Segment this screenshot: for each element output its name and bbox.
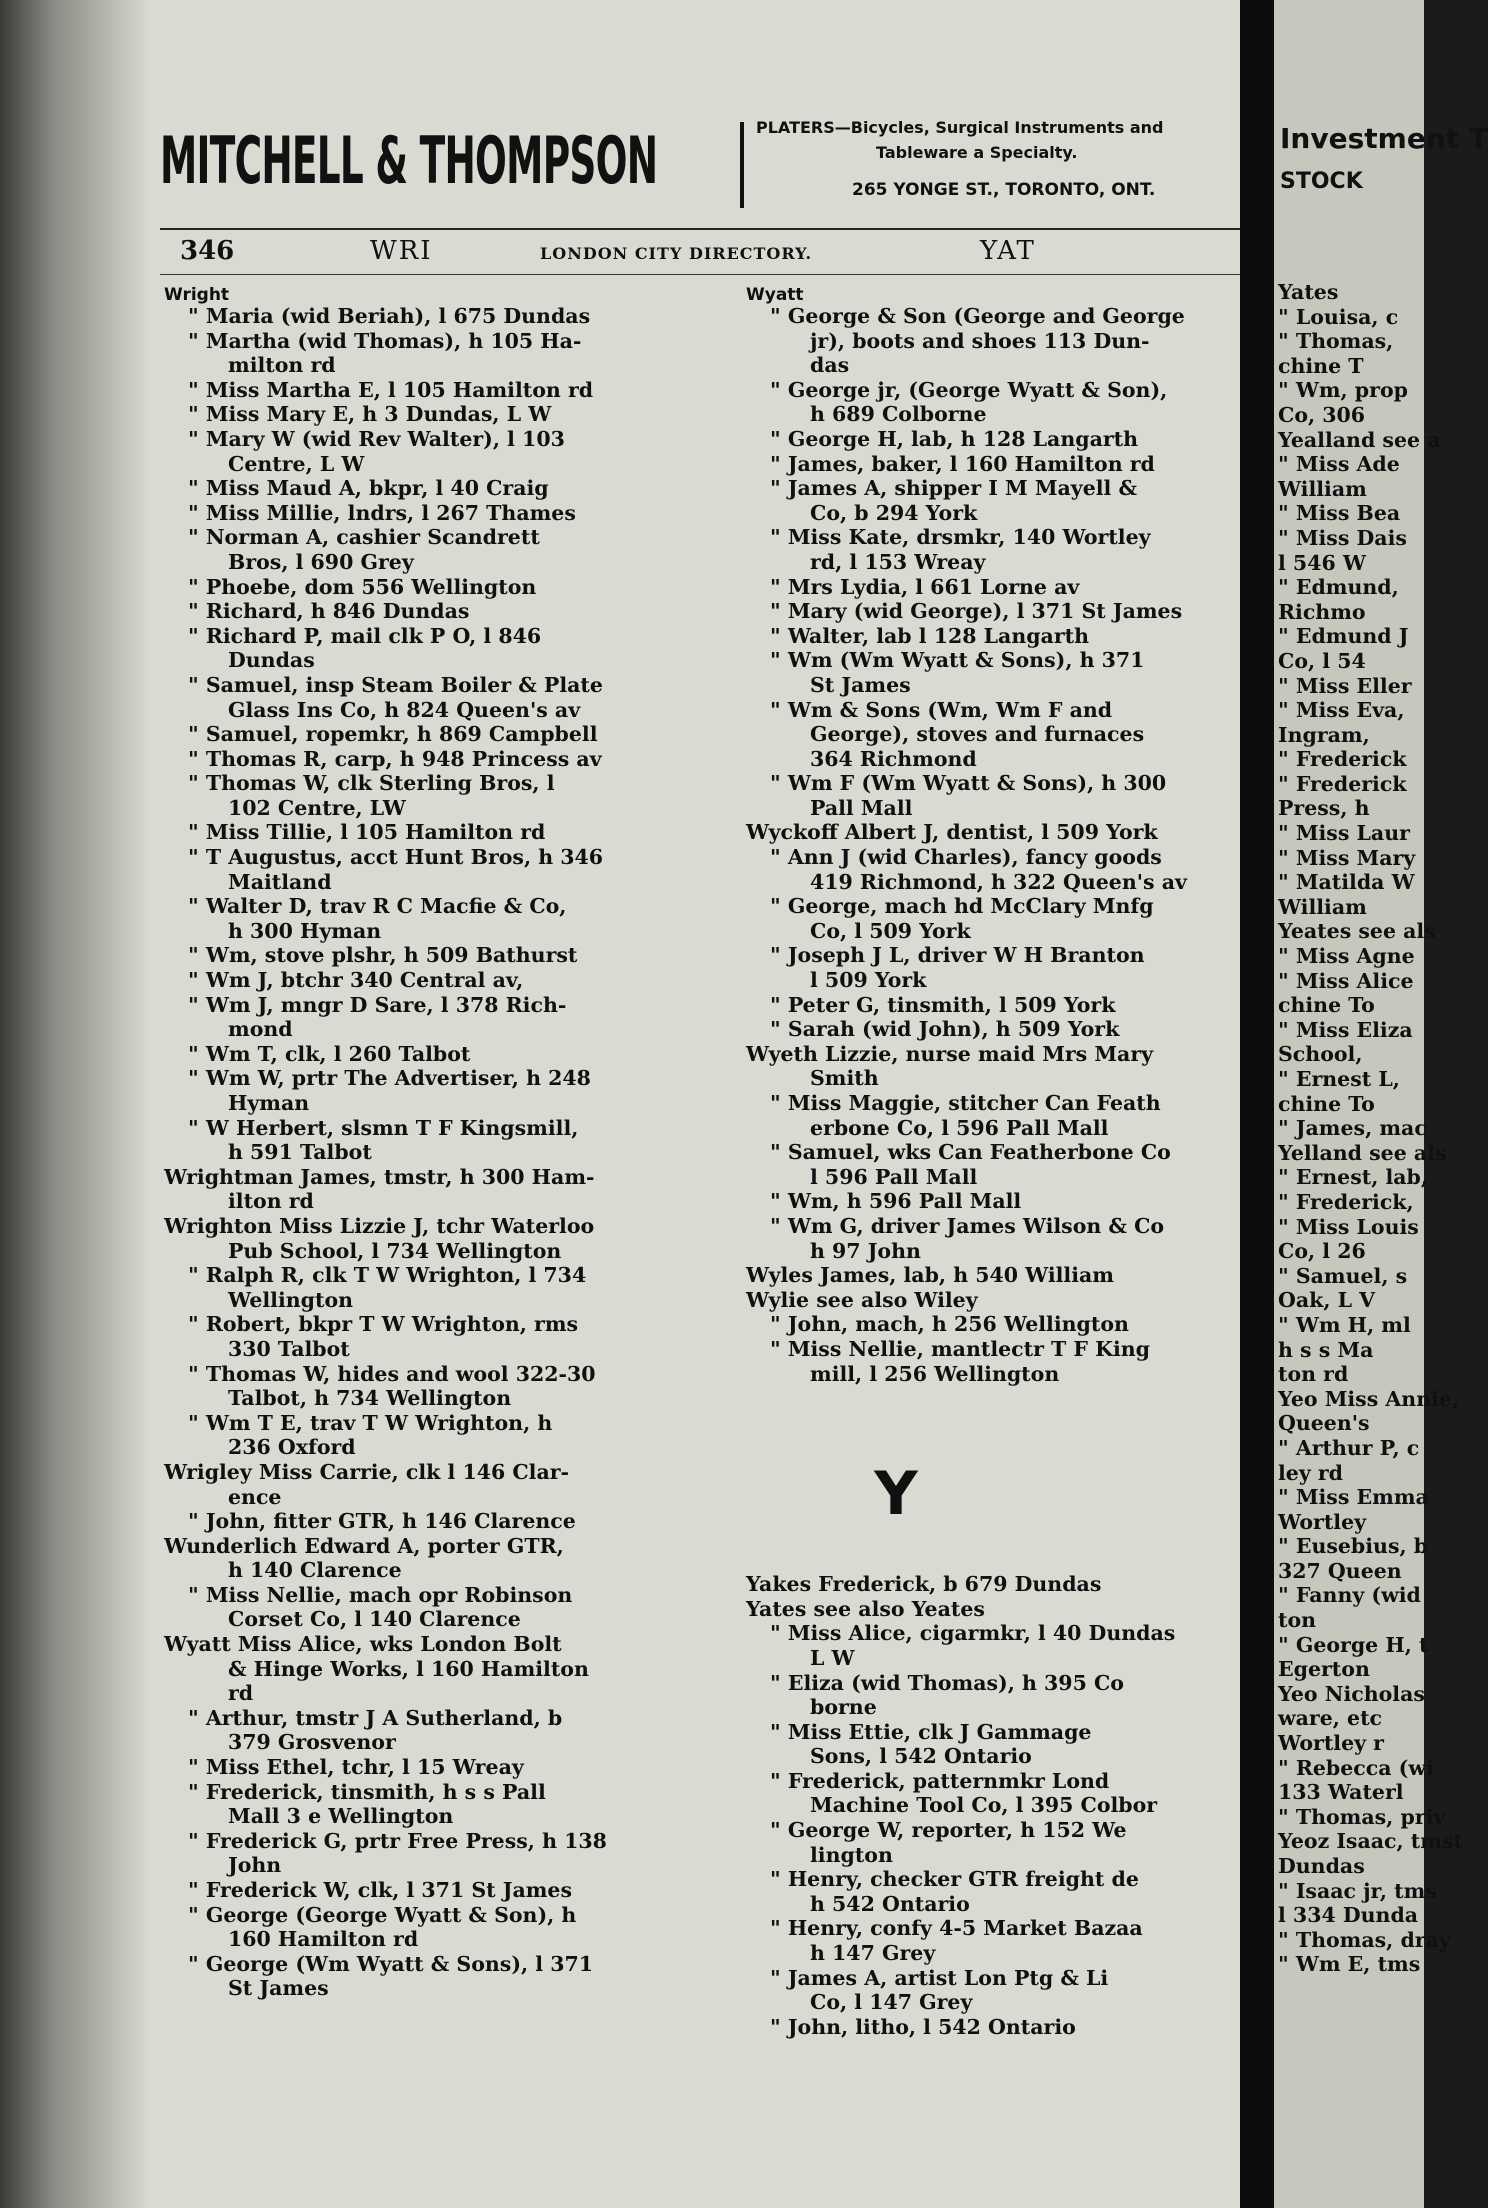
adjacent-entry-fragment: l 546 W bbox=[1278, 550, 1366, 575]
directory-entry: " Wm J, btchr 340 Central av, bbox=[188, 968, 524, 993]
adjacent-entry-fragment: " Ernest L, bbox=[1278, 1067, 1400, 1091]
directory-entry-head: Wunderlich Edward A, porter GTR, bbox=[164, 1533, 564, 1558]
directory-entry-continuation: Bros, l 690 Grey bbox=[228, 549, 414, 574]
directory-entry-continuation: Pall Mall bbox=[810, 795, 913, 820]
adjacent-entry-fragment: " Miss Eliza bbox=[1278, 1017, 1413, 1042]
adjacent-entry-fragment: Co, l 26 bbox=[1278, 1239, 1366, 1264]
directory-entry: " Miss Ethel, tchr, l 15 Wreay bbox=[188, 1755, 524, 1780]
directory-entry: " Samuel, wks Can Featherbone Co bbox=[770, 1140, 1171, 1165]
directory-entry: " Wm W, prtr The Advertiser, h 248 bbox=[188, 1066, 591, 1091]
directory-entry: " Ann J (wid Charles), fancy goods bbox=[770, 845, 1162, 870]
directory-entry: " Miss Maggie, stitcher Can Feath bbox=[770, 1091, 1161, 1115]
directory-entry: " Wm, h 596 Pall Mall bbox=[770, 1189, 1022, 1214]
adjacent-entry-fragment: " Wm E, tms bbox=[1278, 1952, 1421, 1977]
adjacent-entry-fragment: Co, l 54 bbox=[1278, 648, 1366, 673]
directory-entry-continuation: Smith bbox=[810, 1066, 879, 1091]
adjacent-entry-fragment: Egerton bbox=[1278, 1657, 1370, 1682]
adjacent-entry-fragment: " Frederick bbox=[1278, 771, 1407, 796]
directory-entry: " Miss Ettie, clk J Gammage bbox=[770, 1719, 1092, 1744]
directory-entry: " Ralph R, clk T W Wrighton, l 734 bbox=[188, 1263, 587, 1288]
directory-entry-head: Yakes Frederick, b 679 Dundas bbox=[746, 1572, 1102, 1597]
directory-entry-continuation: das bbox=[810, 353, 850, 378]
directory-entry-continuation: 419 Richmond, h 322 Queen's av bbox=[810, 869, 1187, 894]
directory-entry-continuation: mill, l 256 Wellington bbox=[810, 1361, 1060, 1386]
directory-entry: " Miss Millie, lndrs, l 267 Thames bbox=[188, 500, 576, 525]
banner-ad-text bbox=[756, 118, 1240, 200]
adjacent-entry-fragment: h s s Ma bbox=[1278, 1337, 1374, 1362]
directory-entry-continuation: 102 Centre, LW bbox=[228, 795, 406, 820]
directory-entry: " Miss Mary E, h 3 Dundas, L W bbox=[188, 402, 552, 427]
directory-entry: " Phoebe, dom 556 Wellington bbox=[188, 574, 537, 599]
directory-entry-continuation: milton rd bbox=[228, 353, 336, 378]
adjacent-page-column bbox=[1274, 280, 1463, 1977]
adjacent-entry-fragment: Yeates see als bbox=[1278, 919, 1436, 944]
banner-divider bbox=[740, 122, 744, 208]
directory-entry-continuation: rd bbox=[228, 1681, 254, 1706]
directory-entry-continuation: ilton rd bbox=[228, 1189, 314, 1214]
directory-entry: " Thomas R, carp, h 948 Princess av bbox=[188, 746, 602, 771]
adjacent-entry-fragment: School, bbox=[1278, 1042, 1363, 1067]
directory-entry: " Mary W (wid Rev Walter), l 103 bbox=[188, 426, 565, 451]
directory-entry-continuation: L W bbox=[810, 1645, 855, 1670]
adjacent-entry-fragment: " Miss Bea bbox=[1278, 501, 1401, 526]
directory-entry: " James A, shipper I M Mayell & bbox=[770, 476, 1137, 501]
directory-entry: " Wm T E, trav T W Wrighton, h bbox=[188, 1410, 553, 1435]
adjacent-entry-fragment: Yelland see als bbox=[1278, 1140, 1447, 1165]
adjacent-entry-fragment: " Miss Dais bbox=[1278, 525, 1407, 550]
adjacent-entry-fragment: ton rd bbox=[1278, 1362, 1349, 1387]
directory-entry-continuation: h 591 Talbot bbox=[228, 1140, 372, 1165]
running-head bbox=[180, 232, 1240, 272]
adjacent-entry-fragment: Co, 306 bbox=[1278, 402, 1366, 427]
directory-entry: " Frederick G, prtr Free Press, h 138 bbox=[188, 1828, 607, 1853]
directory-entry-continuation: erbone Co, l 596 Pall Mall bbox=[810, 1115, 1109, 1140]
adjacent-entry-fragment: 133 Waterl bbox=[1278, 1780, 1404, 1805]
adjacent-entry-fragment: Dundas bbox=[1278, 1854, 1365, 1878]
directory-entry-continuation: 236 Oxford bbox=[228, 1435, 356, 1460]
adjacent-entry-fragment: chine To bbox=[1278, 1091, 1375, 1116]
adjacent-entry-fragment: Yealland see a bbox=[1278, 427, 1441, 452]
directory-entry: " John, litho, l 542 Ontario bbox=[770, 2014, 1076, 2039]
ad-line-1: PLATERS—Bicycles, Surgical Instruments and bbox=[756, 118, 1164, 137]
directory-entry: " Wm G, driver James Wilson & Co bbox=[770, 1213, 1165, 1238]
directory-entry-head: Wrightman James, tmstr, h 300 Ham- bbox=[164, 1164, 595, 1189]
directory-entry-continuation: borne bbox=[810, 1695, 877, 1720]
directory-entry-continuation: George), stoves and furnaces bbox=[810, 722, 1145, 747]
directory-entry-continuation: Wellington bbox=[228, 1287, 354, 1312]
directory-title: LONDON CITY DIRECTORY. bbox=[540, 244, 813, 263]
directory-entry-continuation: Corset Co, l 140 Clarence bbox=[228, 1607, 521, 1632]
directory-entry: " George jr, (George Wyatt & Son), bbox=[770, 377, 1168, 402]
adjacent-entry-fragment: " Miss Agne bbox=[1278, 944, 1415, 969]
directory-entry-continuation: l 509 York bbox=[810, 968, 927, 993]
directory-entry: " John, mach, h 256 Wellington bbox=[770, 1312, 1129, 1337]
directory-entry-continuation: St James bbox=[228, 1976, 329, 2001]
adjacent-entry-fragment: Yeo Miss Annie, bbox=[1278, 1386, 1460, 1411]
directory-entry: " Mary (wid George), l 371 St James bbox=[770, 599, 1183, 624]
directory-entry: " Wm F (Wm Wyatt & Sons), h 300 bbox=[770, 771, 1167, 796]
directory-entry-continuation: mond bbox=[228, 1017, 293, 1042]
adjacent-entry-fragment: " Eusebius, b bbox=[1278, 1534, 1429, 1559]
adjacent-entry-fragment: " Matilda W bbox=[1278, 870, 1415, 895]
directory-entry: " Wm (Wm Wyatt & Sons), h 371 bbox=[770, 648, 1145, 673]
directory-entry-continuation: h 97 John bbox=[810, 1238, 921, 1263]
adjacent-entry-fragment: Ingram, bbox=[1278, 722, 1370, 747]
directory-entry: " Norman A, cashier Scandrett bbox=[188, 525, 540, 550]
adjacent-page-header bbox=[1280, 122, 1488, 194]
adjacent-entry-fragment: chine T bbox=[1278, 353, 1364, 378]
adjacent-entry-fragment: l 334 Dunda bbox=[1278, 1903, 1419, 1928]
adjacent-entry-fragment: Press, h bbox=[1278, 796, 1370, 821]
adjacent-entry-fragment: William bbox=[1278, 894, 1367, 919]
directory-entry-continuation: John bbox=[228, 1853, 282, 1878]
adjacent-entry-fragment: " Miss Emma bbox=[1278, 1485, 1429, 1510]
directory-entry: " George W, reporter, h 152 We bbox=[770, 1818, 1127, 1843]
directory-entry: " Walter D, trav R C Macfie & Co, bbox=[188, 894, 567, 919]
running-head-right-word: YAT bbox=[980, 236, 1036, 266]
ad-line-2: Tableware a Specialty. bbox=[876, 143, 1078, 162]
directory-entry-continuation: jr), boots and shoes 113 Dun- bbox=[810, 328, 1150, 353]
adjacent-entry-fragment: " James, mac bbox=[1278, 1116, 1427, 1141]
adjacent-page-fragment bbox=[1274, 0, 1488, 2208]
directory-entry: " Wm T, clk, l 260 Talbot bbox=[188, 1041, 471, 1066]
directory-entry: " Wm J, mngr D Sare, l 378 Rich- bbox=[188, 992, 567, 1017]
directory-entry-head: Wyckoff Albert J, dentist, l 509 York bbox=[746, 820, 1158, 845]
advertisement-banner bbox=[160, 112, 1240, 212]
directory-entry-continuation: h 689 Colborne bbox=[810, 402, 987, 427]
adjacent-entry-fragment: Oak, L V bbox=[1278, 1288, 1376, 1313]
directory-entry: " Sarah (wid John), h 509 York bbox=[770, 1017, 1120, 1042]
directory-entry: " Arthur, tmstr J A Sutherland, b bbox=[188, 1705, 563, 1730]
firm-name: MITCHELL & THOMPSON bbox=[160, 124, 658, 199]
adjacent-entry-fragment: ton bbox=[1278, 1608, 1317, 1633]
running-head-left-word: WRI bbox=[370, 236, 433, 266]
adjacent-entry-fragment: " Thomas, dray bbox=[1278, 1927, 1451, 1952]
directory-entry-continuation: Talbot, h 734 Wellington bbox=[228, 1386, 512, 1411]
directory-entry: " Miss Nellie, mach opr Robinson bbox=[188, 1582, 573, 1607]
adjacent-entry-fragment: " Miss Alice bbox=[1278, 968, 1414, 993]
adjacent-entry-fragment: 327 Queen bbox=[1278, 1558, 1402, 1583]
adjacent-entry-fragment: Yeo Nicholas bbox=[1278, 1681, 1425, 1706]
middle-column-y-entries bbox=[746, 1572, 1240, 2039]
adjacent-entry-fragment: " Thomas, priv bbox=[1278, 1804, 1446, 1829]
directory-entry-continuation: ence bbox=[228, 1484, 282, 1509]
directory-entry: " George (George Wyatt & Son), h bbox=[188, 1902, 577, 1927]
adjacent-entry-fragment: Yates bbox=[1278, 280, 1339, 304]
directory-entry-head: Wyles James, lab, h 540 William bbox=[746, 1263, 1114, 1288]
directory-entry: " John, fitter GTR, h 146 Clarence bbox=[188, 1509, 576, 1534]
directory-entry: " Thomas W, clk Sterling Bros, l bbox=[188, 771, 555, 796]
directory-entry-continuation: h 140 Clarence bbox=[228, 1558, 402, 1583]
adjacent-entry-fragment: " George H, t bbox=[1278, 1632, 1429, 1657]
ad-line-3: 265 YONGE ST., TORONTO, ONT. bbox=[852, 180, 1156, 200]
adjacent-entry-fragment: " Frederick, bbox=[1278, 1189, 1414, 1214]
directory-entry: " James, baker, l 160 Hamilton rd bbox=[770, 451, 1155, 476]
directory-entry: " Richard P, mail clk P O, l 846 bbox=[188, 623, 542, 648]
directory-entry-continuation: h 300 Hyman bbox=[228, 918, 382, 943]
directory-entry-continuation: h 542 Ontario bbox=[810, 1891, 970, 1916]
directory-entry: " Miss Alice, cigarmkr, l 40 Dundas bbox=[770, 1621, 1176, 1646]
directory-entry-continuation: & Hinge Works, l 160 Hamilton bbox=[228, 1656, 589, 1681]
directory-entry: " Maria (wid Beriah), l 675 Dundas bbox=[188, 304, 591, 328]
section-heading: Wyatt bbox=[746, 285, 804, 305]
directory-entry-continuation: Co, l 509 York bbox=[810, 918, 971, 943]
directory-entry: " Peter G, tinsmith, l 509 York bbox=[770, 992, 1116, 1017]
directory-entry-continuation: Hyman bbox=[228, 1091, 310, 1115]
adjacent-entry-fragment: " Ernest, lab, bbox=[1278, 1165, 1429, 1190]
directory-entry-continuation: 160 Hamilton rd bbox=[228, 1927, 419, 1952]
directory-entry: " George H, lab, h 128 Langarth bbox=[770, 426, 1139, 451]
directory-entry: " Mrs Lydia, l 661 Lorne av bbox=[770, 574, 1080, 599]
adjacent-entry-fragment: " Miss Laur bbox=[1278, 821, 1410, 846]
adjacent-entry-fragment: " Louisa, c bbox=[1278, 304, 1399, 329]
directory-entry-continuation: h 147 Grey bbox=[810, 1941, 936, 1966]
directory-entry: " Richard, h 846 Dundas bbox=[188, 599, 470, 624]
directory-entry: " Henry, confy 4-5 Market Bazaa bbox=[770, 1916, 1143, 1941]
directory-entry: " Miss Martha E, l 105 Hamilton rd bbox=[188, 377, 594, 402]
book-gutter bbox=[1240, 0, 1274, 2208]
directory-entry: " Wm, stove plshr, h 509 Bathurst bbox=[188, 943, 578, 968]
adjacent-entry-fragment: " Miss Eva, bbox=[1278, 698, 1405, 723]
directory-entry-head: Wylie see also Wiley bbox=[746, 1287, 978, 1312]
directory-entry-continuation: rd, l 153 Wreay bbox=[810, 549, 986, 574]
directory-entry-continuation: Dundas bbox=[228, 648, 315, 673]
directory-entry: " George (Wm Wyatt & Sons), l 371 bbox=[188, 1951, 594, 1976]
directory-entry-continuation: Maitland bbox=[228, 869, 332, 894]
adjacent-entry-fragment: " Edmund, bbox=[1278, 575, 1399, 600]
adjacent-entry-fragment: " Fanny (wid bbox=[1278, 1583, 1421, 1608]
adjacent-header-line-1: Investment T bbox=[1280, 122, 1488, 155]
adjacent-entry-fragment: " Arthur P, c bbox=[1278, 1435, 1420, 1460]
middle-column bbox=[746, 286, 1240, 2039]
adjacent-entry-fragment: " Miss Louis bbox=[1278, 1214, 1419, 1239]
adjacent-entry-fragment: " Isaac jr, tms bbox=[1278, 1878, 1437, 1903]
directory-entry: " W Herbert, slsmn T F Kingsmill, bbox=[188, 1115, 579, 1140]
directory-entry-head: Wrigley Miss Carrie, clk l 146 Clar- bbox=[164, 1459, 570, 1484]
directory-entry-head: Yates see also Yeates bbox=[746, 1596, 985, 1621]
adjacent-entry-fragment: " Frederick bbox=[1278, 747, 1407, 772]
adjacent-entry-fragment: chine To bbox=[1278, 993, 1375, 1018]
adjacent-entry-fragment: " Edmund J bbox=[1278, 624, 1409, 649]
directory-entry-continuation: Co, b 294 York bbox=[810, 500, 978, 525]
directory-entry: " Joseph J L, driver W H Branton bbox=[770, 943, 1145, 968]
directory-entry-head: Wyatt Miss Alice, wks London Bolt bbox=[164, 1632, 562, 1657]
adjacent-entry-fragment: Wortley bbox=[1278, 1509, 1367, 1534]
directory-entry: " Frederick, patternmkr Lond bbox=[770, 1768, 1110, 1793]
directory-entry: " Thomas W, hides and wool 322-30 bbox=[188, 1361, 596, 1386]
adjacent-entry-fragment: William bbox=[1278, 476, 1367, 501]
adjacent-entry-fragment: " Wm, prop bbox=[1278, 378, 1408, 403]
directory-entry-continuation: Glass Ins Co, h 824 Queen's av bbox=[228, 697, 581, 722]
adjacent-entry-fragment: Richmo bbox=[1278, 599, 1366, 624]
directory-entry: " Walter, lab l 128 Langarth bbox=[770, 623, 1090, 648]
directory-entry-continuation: Mall 3 e Wellington bbox=[228, 1804, 454, 1829]
directory-entry: " Miss Nellie, mantlectr T F King bbox=[770, 1336, 1150, 1361]
directory-entry: " James A, artist Lon Ptg & Li bbox=[770, 1965, 1109, 1990]
left-column bbox=[164, 286, 722, 2001]
directory-entry-continuation: 364 Richmond bbox=[810, 746, 977, 771]
directory-entry: " Eliza (wid Thomas), h 395 Co bbox=[770, 1670, 1124, 1695]
directory-entry-continuation: Sons, l 542 Ontario bbox=[810, 1744, 1032, 1769]
section-letter: Y bbox=[874, 1459, 918, 1530]
adjacent-entry-fragment: ware, etc bbox=[1278, 1706, 1383, 1731]
directory-entry: " Samuel, insp Steam Boiler & Plate bbox=[188, 672, 603, 697]
directory-entry: " George, mach hd McClary Mnfg bbox=[770, 894, 1154, 919]
directory-entry-head: Wyeth Lizzie, nurse maid Mrs Mary bbox=[746, 1041, 1154, 1066]
adjacent-entry-fragment: ley rd bbox=[1278, 1460, 1344, 1485]
directory-entry-continuation: lington bbox=[810, 1842, 893, 1867]
page-edge-shadow bbox=[0, 0, 150, 2208]
directory-entry-continuation: Pub School, l 734 Wellington bbox=[228, 1238, 562, 1263]
directory-entry-head: Wrighton Miss Lizzie J, tchr Waterloo bbox=[164, 1213, 595, 1238]
directory-entry-continuation: 330 Talbot bbox=[228, 1336, 350, 1361]
directory-entry: " Frederick W, clk, l 371 St James bbox=[188, 1878, 573, 1902]
directory-entry: " Miss Tillie, l 105 Hamilton rd bbox=[188, 820, 546, 845]
directory-entry-continuation: St James bbox=[810, 672, 911, 697]
directory-entry: " Martha (wid Thomas), h 105 Ha- bbox=[188, 328, 582, 353]
running-head-rule bbox=[160, 274, 1240, 275]
adjacent-entry-fragment: Queen's bbox=[1278, 1411, 1370, 1436]
adjacent-entry-fragment: " Miss Eller bbox=[1278, 673, 1412, 698]
directory-entry: " Miss Maud A, bkpr, l 40 Craig bbox=[188, 476, 549, 501]
adjacent-entry-fragment: " Thomas, bbox=[1278, 329, 1394, 354]
adjacent-header-line-2: STOCK bbox=[1280, 169, 1363, 194]
middle-column-w-entries bbox=[746, 286, 1240, 1386]
adjacent-entry-fragment: " Miss Ade bbox=[1278, 452, 1400, 477]
directory-entry-continuation: l 596 Pall Mall bbox=[810, 1164, 978, 1189]
adjacent-entry-fragment: " Wm H, ml bbox=[1278, 1312, 1411, 1337]
adjacent-entry-fragment: " Miss Mary bbox=[1278, 845, 1416, 870]
page-number: 346 bbox=[180, 236, 235, 266]
directory-entry-continuation: 379 Grosvenor bbox=[228, 1730, 396, 1755]
directory-entry-continuation: Co, l 147 Grey bbox=[810, 1990, 973, 2015]
header-rule bbox=[160, 228, 1240, 230]
directory-entry: " Miss Kate, drsmkr, 140 Wortley bbox=[770, 525, 1151, 550]
directory-entry-continuation: Machine Tool Co, l 395 Colbor bbox=[810, 1793, 1158, 1818]
section-heading: Wright bbox=[164, 285, 230, 305]
directory-entry-continuation: Centre, L W bbox=[228, 451, 365, 476]
adjacent-entry-fragment: Yeoz Isaac, tmst bbox=[1278, 1829, 1463, 1854]
directory-entry: " Frederick, tinsmith, h s s Pall bbox=[188, 1779, 546, 1804]
directory-entry: " George & Son (George and George bbox=[770, 304, 1185, 328]
directory-entry: " T Augustus, acct Hunt Bros, h 346 bbox=[188, 845, 604, 870]
directory-entry: " Wm & Sons (Wm, Wm F and bbox=[770, 697, 1113, 722]
directory-entry: " Robert, bkpr T W Wrighton, rms bbox=[188, 1312, 579, 1337]
adjacent-entry-fragment: " Rebecca (wi bbox=[1278, 1755, 1434, 1780]
adjacent-entry-fragment: " Samuel, s bbox=[1278, 1263, 1408, 1288]
directory-entry: " Samuel, ropemkr, h 869 Campbell bbox=[188, 722, 598, 747]
adjacent-entry-fragment: Wortley r bbox=[1278, 1731, 1384, 1756]
directory-entry: " Henry, checker GTR freight de bbox=[770, 1867, 1139, 1892]
